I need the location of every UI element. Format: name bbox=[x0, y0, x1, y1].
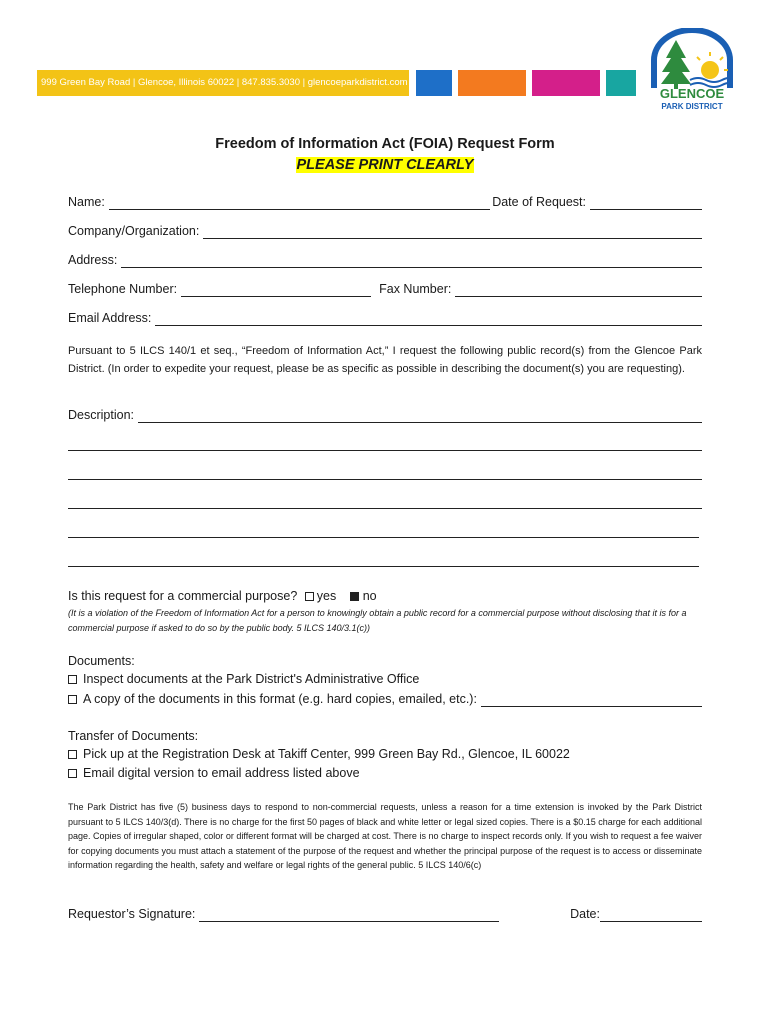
pursuant-paragraph: Pursuant to 5 ILCS 140/1 et seq., “Freedom of Information Act,” I request the following public record(s) from the Glencoe Park District. (In order to expedite your request, please be as specific as possible in describing the document(s) you are requesting). bbox=[68, 345, 702, 375]
fax-label: Fax Number: bbox=[379, 282, 452, 296]
no-checkbox[interactable] bbox=[350, 592, 359, 601]
logo-icon bbox=[648, 28, 736, 112]
transfer-option-email bbox=[68, 766, 360, 780]
email-digital-checkbox[interactable] bbox=[68, 769, 77, 778]
description-label: Description: bbox=[68, 408, 134, 422]
name-label: Name: bbox=[68, 195, 105, 209]
signature-date-label: Date: bbox=[570, 907, 600, 921]
color-block-magenta bbox=[532, 70, 600, 96]
form-title: Freedom of Information Act (FOIA) Request Form bbox=[215, 136, 555, 152]
email-row bbox=[68, 308, 702, 326]
no-label: no bbox=[362, 589, 377, 603]
policy-paragraph: The Park District has five (5) business days to respond to non-commercial requests, unless a reason for a time extension is invoked by the Park District pursuant to 5 ILCS 140/3(d). There is no charge for the first 50 pages of black and white letter or legal sized copies. There is a $0.15 charge for each additional page. Copies of irregular shaped, color or different format will be charged at cost. There is no charge to inspect records only. If you wish to request a fee waiver for copying documents you must attach a statement of the purpose of the request and whether the principal purpose of the request is to access or disseminate information regarding the health, safety and welfare or legal rights of the general public. 5 ILCS 140/6(c) bbox=[68, 802, 702, 871]
description-line-3[interactable] bbox=[68, 479, 702, 480]
address-field[interactable] bbox=[121, 254, 702, 268]
form-subtitle: PLEASE PRINT CLEARLY bbox=[296, 157, 474, 173]
phone-row bbox=[68, 279, 702, 297]
documents-heading: Documents: bbox=[68, 654, 135, 668]
telephone-field[interactable] bbox=[181, 283, 371, 297]
signature-label: Requestor’s Signature: bbox=[68, 907, 196, 921]
description-line-4[interactable] bbox=[68, 508, 702, 509]
yes-checkbox[interactable] bbox=[305, 592, 314, 601]
copy-checkbox[interactable] bbox=[68, 695, 77, 704]
fax-field[interactable] bbox=[455, 283, 702, 297]
inspect-label: Inspect documents at the Park District's Administrative Office bbox=[83, 672, 420, 686]
company-label: Company/Organization: bbox=[68, 224, 200, 238]
name-field[interactable] bbox=[109, 196, 490, 210]
color-block-blue bbox=[416, 70, 452, 96]
signature-date-field[interactable] bbox=[600, 908, 702, 922]
copy-format-field[interactable] bbox=[481, 693, 702, 707]
address-bar: 999 Green Bay Road | Glencoe, Illinois 60022 | 847.835.3030 | glencoeparkdistrict.com bbox=[37, 70, 409, 96]
date-of-request-label: Date of Request: bbox=[492, 195, 586, 209]
name-row bbox=[68, 192, 702, 210]
email-digital-label: Email digital version to email address listed above bbox=[83, 766, 360, 780]
documents-option-inspect bbox=[68, 672, 419, 686]
address-row bbox=[68, 250, 702, 268]
logo-text-park-district: PARK DISTRICT bbox=[661, 102, 723, 111]
company-row bbox=[68, 221, 702, 239]
commercial-question: Is this request for a commercial purpose? bbox=[68, 589, 298, 603]
description-line-2[interactable] bbox=[68, 450, 702, 451]
color-block-teal bbox=[606, 70, 636, 96]
color-block-orange bbox=[458, 70, 526, 96]
transfer-option-pickup bbox=[68, 747, 570, 761]
signature-field[interactable] bbox=[199, 908, 499, 922]
description-line-6[interactable] bbox=[68, 566, 699, 567]
email-label: Email Address: bbox=[68, 311, 152, 325]
logo-text-glencoe: GLENCOE bbox=[659, 86, 725, 101]
address-label: Address: bbox=[68, 253, 118, 267]
signature-row bbox=[68, 904, 702, 922]
glencoe-park-district-logo bbox=[648, 28, 736, 112]
yes-label: yes bbox=[316, 589, 337, 603]
inspect-checkbox[interactable] bbox=[68, 675, 77, 684]
header-banner bbox=[37, 70, 636, 96]
transfer-heading: Transfer of Documents: bbox=[68, 729, 199, 743]
commercial-note: (It is a violation of the Freedom of Information Act for a person to knowingly obtain a public record for a commercial purpose without disclosing that it is for a commercial purpose if asked to do so by the public body. 5 ILCS 140/3.1(c)) bbox=[68, 608, 687, 633]
email-field[interactable] bbox=[155, 312, 702, 326]
commercial-question-row bbox=[68, 589, 377, 603]
description-row bbox=[68, 405, 702, 423]
telephone-label: Telephone Number: bbox=[68, 282, 178, 296]
pickup-checkbox[interactable] bbox=[68, 750, 77, 759]
documents-option-copy bbox=[68, 689, 702, 707]
copy-label: A copy of the documents in this format (e.g. hard copies, emailed, etc.): bbox=[83, 692, 477, 706]
date-of-request-field[interactable] bbox=[590, 196, 702, 210]
company-field[interactable] bbox=[203, 225, 702, 239]
description-field[interactable] bbox=[138, 409, 702, 423]
description-line-5[interactable] bbox=[68, 537, 699, 538]
pickup-label: Pick up at the Registration Desk at Takiff Center, 999 Green Bay Rd., Glencoe, IL 60022 bbox=[83, 747, 570, 761]
